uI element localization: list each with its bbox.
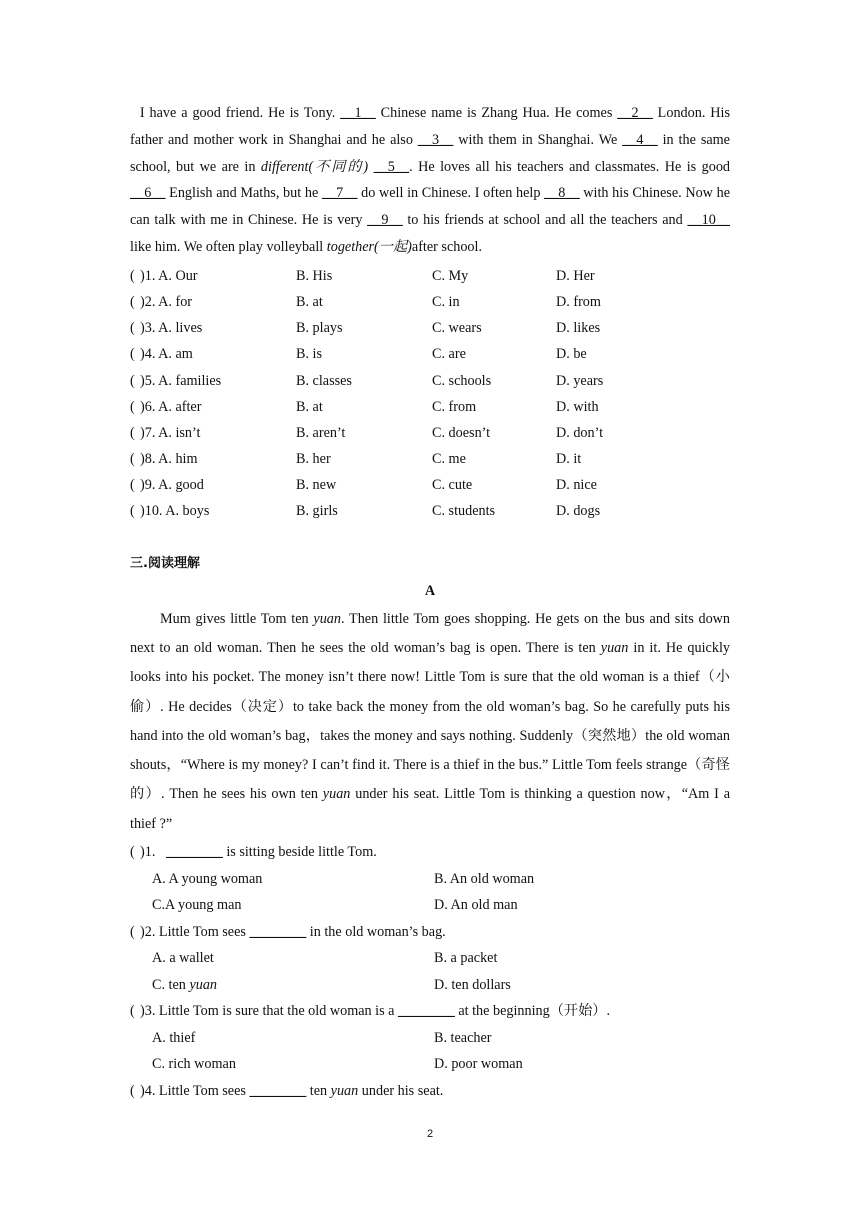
answer-blank: ________ (249, 1082, 307, 1099)
answer-blank: ________ (166, 844, 223, 861)
passage-text: English and Maths, but he (165, 185, 322, 202)
option-b: B. teacher (434, 1029, 492, 1046)
answer-bracket: ( (130, 372, 135, 389)
italic-text: yuan (322, 786, 351, 803)
question-rest: ten (306, 1082, 328, 1099)
answer-bracket: ( (130, 398, 135, 415)
question-number-option-a: )8. A. him (140, 451, 198, 468)
option-a: A. thief (152, 1029, 196, 1046)
option-b: B. His (296, 267, 333, 284)
question-number-option-a: )2. A. for (140, 293, 193, 310)
reading-question-stem (130, 919, 730, 946)
italic-text: together(一起) (326, 238, 412, 255)
cloze-question-row (130, 394, 730, 420)
cloze-question-row (130, 368, 730, 394)
document-page (130, 100, 730, 1104)
answer-blank: __9__ (367, 212, 403, 229)
answer-bracket: ( (130, 477, 135, 494)
answer-bracket: ( (130, 451, 135, 468)
option-row (130, 972, 730, 999)
question-text (140, 919, 446, 946)
passage-text: do well in Chinese. I often help (357, 185, 545, 202)
option-b: B. her (296, 451, 331, 468)
cloze-question-row (130, 263, 730, 289)
question-rest: at the beginning（开始）. (454, 1003, 611, 1020)
question-number-option-a: )7. A. isn’t (140, 424, 201, 441)
answer-bracket: ( (130, 293, 135, 310)
answer-blank: __7__ (321, 185, 358, 202)
answer-blank: __3__ (417, 131, 454, 148)
option-d: D. dogs (556, 503, 601, 520)
question-stem: )4. Little Tom sees (140, 1082, 250, 1099)
answer-bracket: ( (130, 923, 135, 940)
option-row (130, 1025, 730, 1052)
option-c: C. me (432, 451, 466, 468)
option-c: C. wears (432, 320, 482, 337)
option-d: D. poor woman (434, 1056, 523, 1073)
option-row (130, 892, 730, 919)
option-b: B. plays (296, 320, 343, 337)
option-d: D. An old man (434, 897, 518, 914)
section-title: 三.阅读理解 (130, 555, 200, 571)
passage-text: Mum gives little Tom ten (160, 610, 314, 627)
cloze-question-row (130, 420, 730, 446)
option-b: B. is (296, 346, 323, 363)
passage-text: . He loves all his teachers and classmates. He is good (409, 158, 731, 175)
answer-blank: __2__ (617, 105, 653, 121)
passage-text: I have a good friend. He is Tony. (130, 105, 341, 121)
option-b: B. classes (296, 372, 352, 389)
question-number-option-a: )4. A. am (140, 346, 193, 363)
cloze-question-row (130, 341, 730, 367)
answer-bracket: ( (130, 1082, 135, 1099)
passage-text: after school. (411, 238, 483, 255)
option-b: B. at (296, 398, 323, 415)
passage-text: with his Chinese. Now he can talk with me in Chinese. He is very (130, 185, 731, 229)
option-b: B. at (296, 293, 323, 310)
cloze-question-row (130, 315, 730, 341)
option-row (130, 866, 730, 893)
option-c (152, 1051, 236, 1078)
passage-text: like him. We often play volleyball (130, 238, 327, 255)
italic-text: yuan (600, 639, 629, 656)
option-b: B. a packet (434, 950, 498, 967)
reading-question-stem (130, 1078, 730, 1105)
question-number-option-a: )3. A. lives (140, 320, 203, 337)
question-text (140, 998, 610, 1025)
question-number-option-a: )9. A. good (140, 477, 204, 494)
option-c: C. My (432, 267, 469, 284)
option-d: D. years (556, 372, 604, 389)
answer-bracket: ( (130, 320, 135, 337)
option-b: B. new (296, 477, 337, 494)
question-stem: )1. (140, 844, 156, 861)
passage-title: A (424, 582, 436, 599)
answer-blank: ________ (249, 923, 307, 940)
cloze-passage (130, 100, 730, 261)
cloze-question-row (130, 446, 730, 472)
question-number-option-a: )6. A. after (140, 398, 202, 415)
reading-passage (130, 605, 730, 839)
reading-question-stem (130, 839, 730, 866)
answer-blank: __5__ (373, 158, 410, 175)
passage-text: under his seat. Little Tom is thinking a question now，“Am I a thief ?” (130, 786, 730, 832)
cloze-question-list (130, 263, 730, 525)
option-b: B. An old woman (434, 870, 535, 887)
page-number: 2 (426, 1128, 434, 1140)
question-text (140, 1078, 443, 1105)
option-d: D. Her (556, 267, 595, 284)
option-d: D. don’t (556, 424, 604, 441)
question-rest: in the old woman’s bag. (306, 923, 446, 940)
option-d: D. from (556, 293, 601, 310)
passage-text: . Then little Tom goes shopping. He gets on the bus and sits down next to an old woman. Then he sees the old woman’s bag is open. There is ten (130, 610, 731, 656)
option-d: D. it (556, 451, 582, 468)
option-b: B. aren’t (296, 424, 346, 441)
option-c-text: C.A young man (152, 897, 242, 914)
answer-blank: __6__ (130, 185, 166, 202)
option-c: C. students (432, 503, 496, 520)
question-text (140, 839, 377, 866)
italic-text: yuan (330, 1082, 359, 1099)
option-c (152, 972, 217, 999)
question-rest: is sitting beside little Tom. (222, 844, 377, 861)
option-d: D. with (556, 398, 599, 415)
passage-text: with them in Shanghai. We (453, 131, 623, 148)
option-c: C. from (432, 398, 477, 415)
option-c: C. are (432, 346, 466, 363)
answer-bracket: ( (130, 844, 135, 861)
question-number-option-a: )5. A. families (140, 372, 222, 389)
italic-text: different(不同的) (260, 158, 369, 175)
option-row (130, 1051, 730, 1078)
reading-question-stem (130, 998, 730, 1025)
passage-text: Chinese name is Zhang Hua. He comes (375, 105, 618, 121)
answer-blank: ________ (398, 1003, 455, 1020)
answer-bracket: ( (130, 503, 135, 520)
option-a: A. a wallet (152, 950, 214, 967)
option-d: D. be (556, 346, 587, 363)
answer-blank: __10__ (687, 212, 730, 229)
question-stem: )3. Little Tom is sure that the old woman is a (140, 1003, 399, 1020)
answer-bracket: ( (130, 1003, 135, 1020)
passage-text: in the same school, but we are in (130, 131, 730, 175)
passage-text: London. His father and mother work in Shanghai and he also (130, 105, 731, 148)
option-d: D. likes (556, 320, 601, 337)
option-c: C. doesn’t (432, 424, 491, 441)
answer-bracket: ( (130, 267, 135, 284)
option-d: D. nice (556, 477, 597, 494)
answer-blank: __8__ (544, 185, 580, 202)
answer-bracket: ( (130, 346, 135, 363)
option-row (130, 945, 730, 972)
passage-text: in it. He quickly looks into his pocket. The money isn’t there now! Little Tom is sure that the old woman is a thief（小偷）. He decides（决定）to take back the money from the old woman’s bag. So he carefully puts his hand into the old woman’s bag，takes the money and says nothing. Suddenly（突然地）the old woman shouts，“Where is my money? I can’t find it. There is a thief in the bus.” Little Tom feels strange（奇怪的）. Then he sees his own ten (130, 639, 730, 803)
option-d: D. ten dollars (434, 976, 511, 993)
option-c-text: C. rich woman (152, 1056, 236, 1073)
italic-text: yuan (189, 976, 218, 993)
cloze-question-row (130, 472, 730, 498)
option-c (152, 892, 241, 919)
cloze-question-row (130, 498, 730, 524)
passage-text: to his friends at school and all the teachers and (402, 212, 688, 229)
option-c-text: C. ten (152, 976, 186, 993)
question-number-option-a: )10. A. boys (140, 503, 210, 520)
question-rest: under his seat. (358, 1082, 444, 1099)
answer-blank: __4__ (622, 131, 658, 148)
italic-text: yuan (313, 610, 341, 627)
cloze-question-row (130, 289, 730, 315)
option-b: B. girls (296, 503, 338, 520)
question-stem: )2. Little Tom sees (140, 923, 250, 940)
option-c: C. in (432, 293, 460, 310)
answer-blank: __1__ (340, 105, 376, 121)
option-c: C. schools (432, 372, 492, 389)
reading-question-list (130, 839, 730, 1104)
option-a: A. A young woman (152, 870, 263, 887)
answer-bracket: ( (130, 424, 135, 441)
option-c: C. cute (432, 477, 473, 494)
question-number-option-a: )1. A. Our (140, 267, 198, 284)
